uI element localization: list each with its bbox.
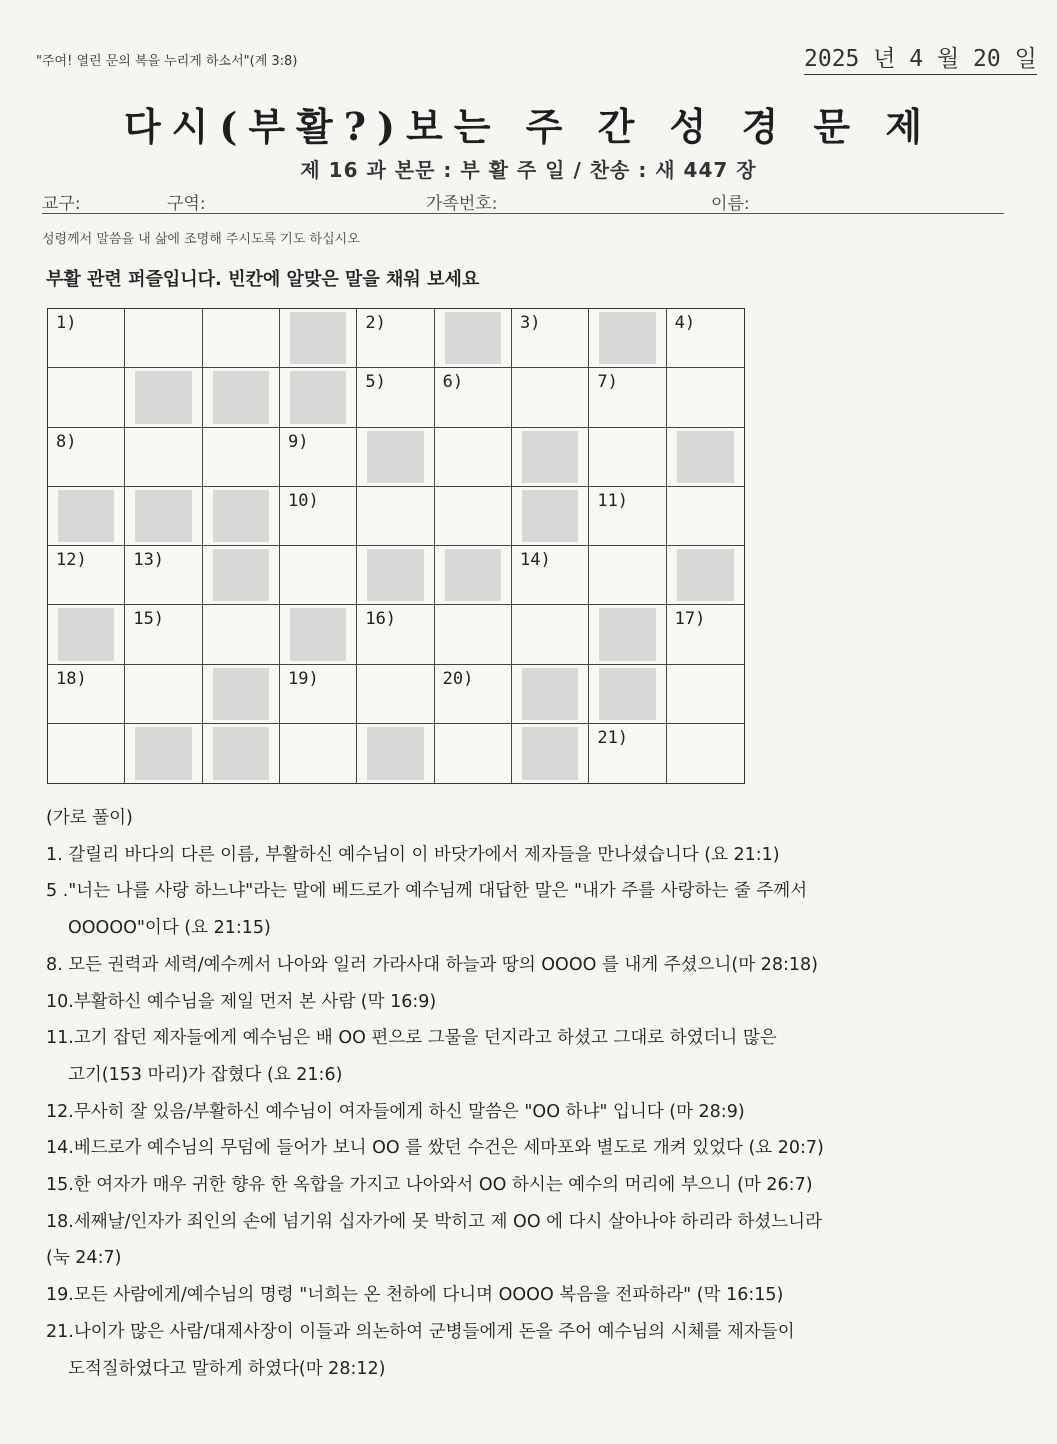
- crossword-cell[interactable]: [357, 487, 434, 546]
- crossword-cell[interactable]: [357, 605, 434, 664]
- clue-number: 19): [288, 668, 319, 689]
- crossword-cell[interactable]: [48, 428, 125, 487]
- clue-line: 15.한 여자가 매우 귀한 향유 한 옥합을 가지고 나아와서 OO 하시는 예수의 머리에 부으니 (마 26:7): [46, 1175, 813, 1196]
- crossword-cell[interactable]: [203, 309, 280, 368]
- clue-number: 12): [56, 550, 87, 570]
- crossword-shaded-cell: [357, 724, 434, 783]
- crossword-cell[interactable]: [512, 546, 589, 605]
- clue-number: 21): [597, 727, 629, 748]
- clue-number: 18): [56, 668, 87, 689]
- crossword-cell[interactable]: [589, 546, 666, 605]
- crossword-shaded-cell: [435, 309, 512, 368]
- crossword-cell[interactable]: [280, 724, 357, 783]
- district-field-label: 구역:: [167, 194, 206, 214]
- puzzle-instruction: 부활 관련 퍼즐입니다. 빈칸에 알맞은 말을 채워 보세요: [46, 269, 480, 290]
- crossword-shaded-cell: [203, 724, 280, 783]
- crossword-shaded-cell: [203, 487, 280, 546]
- crossword-cell[interactable]: [435, 724, 512, 783]
- crossword-cell[interactable]: [125, 428, 202, 487]
- crossword-cell[interactable]: [125, 309, 202, 368]
- crossword-shaded-cell: [512, 487, 589, 546]
- clue-number: 6): [442, 372, 464, 393]
- crossword-shaded-cell: [589, 309, 666, 368]
- clue-number: 16): [365, 609, 397, 630]
- crossword-shaded-cell: [357, 428, 434, 487]
- crossword-cell[interactable]: [589, 368, 666, 427]
- crossword-cell[interactable]: [435, 605, 512, 664]
- clue-line: 21.나이가 많은 사람/대제사장이 이들과 의논하여 군병들에게 돈을 주어 예수님의 시체를 제자들이: [46, 1321, 795, 1342]
- crossword-cell[interactable]: [280, 665, 357, 724]
- clue-number: 8): [56, 431, 77, 452]
- crossword-cell[interactable]: [589, 487, 666, 546]
- family-number-field-label: 가족번호:: [426, 194, 498, 214]
- header-verse: "주여! 열린 문의 복을 누리게 하소서"(계 3:8): [36, 54, 298, 69]
- crossword-cell[interactable]: [512, 309, 589, 368]
- clue-line: 19.모든 사람에게/예수님의 명령 "너희는 온 천하에 다니며 OOOO 복음을 전파하라" (막 16:15): [46, 1285, 784, 1306]
- crossword-cell[interactable]: [435, 665, 512, 724]
- crossword-cell[interactable]: [125, 665, 202, 724]
- info-fields-row: [42, 189, 1004, 214]
- crossword-cell[interactable]: [357, 665, 434, 724]
- crossword-shaded-cell: [125, 724, 202, 783]
- crossword-cell[interactable]: [667, 724, 744, 783]
- page-title: 다시(부활?)보는 주 간 성 경 문 제: [123, 104, 934, 149]
- crossword-shaded-cell: [48, 487, 125, 546]
- crossword-shaded-cell: [589, 605, 666, 664]
- crossword-cell[interactable]: [125, 546, 202, 605]
- crossword-cell[interactable]: [203, 605, 280, 664]
- crossword-shaded-cell: [435, 546, 512, 605]
- crossword-cell[interactable]: [48, 309, 125, 368]
- clues-section: [46, 800, 1006, 1387]
- lesson-subtitle: 제 16 과 본문 : 부 활 주 일 / 찬송 : 새 447 장: [300, 158, 757, 182]
- crossword-shaded-cell: [125, 368, 202, 427]
- crossword-cell[interactable]: [203, 428, 280, 487]
- name-field-label: 이름:: [711, 194, 750, 214]
- clue-number: 9): [288, 431, 309, 452]
- crossword-cell[interactable]: [48, 724, 125, 783]
- crossword-cell[interactable]: [48, 368, 125, 427]
- crossword-cell[interactable]: [280, 487, 357, 546]
- crossword-shaded-cell: [125, 487, 202, 546]
- clue-line: 18.세째날/인자가 죄인의 손에 넘기워 십자가에 못 박히고 제 OO 에 다시 살아나야 하리라 하셨느니라: [46, 1211, 822, 1232]
- clue-number: 15): [133, 609, 165, 630]
- crossword-cell[interactable]: [357, 309, 434, 368]
- crossword-cell[interactable]: [48, 546, 125, 605]
- clue-line: 도적질하였다고 말하게 하였다(마 28:12): [68, 1358, 386, 1379]
- crossword-shaded-cell: [512, 724, 589, 783]
- crossword-shaded-cell: [203, 546, 280, 605]
- clue-number: 14): [520, 550, 551, 570]
- clue-number: 3): [520, 313, 541, 333]
- clues-heading: (가로 풀이): [46, 808, 133, 828]
- crossword-shaded-cell: [280, 605, 357, 664]
- clue-line: 12.무사히 잘 있음/부활하신 예수님이 여자들에게 하신 말씀은 "OO 하냐" 입니다 (마 28:9): [46, 1101, 745, 1122]
- crossword-grid: [47, 308, 745, 784]
- crossword-cell[interactable]: [280, 428, 357, 487]
- clue-line: 10.부활하신 예수님을 제일 먼저 본 사람 (막 16:9): [46, 991, 437, 1012]
- crossword-cell[interactable]: [667, 605, 744, 664]
- crossword-cell[interactable]: [589, 724, 666, 783]
- clue-number: 1): [56, 313, 77, 333]
- crossword-shaded-cell: [357, 546, 434, 605]
- crossword-shaded-cell: [589, 665, 666, 724]
- crossword-shaded-cell: [280, 368, 357, 427]
- crossword-cell[interactable]: [667, 368, 744, 427]
- clue-number: 10): [288, 490, 319, 511]
- crossword-cell[interactable]: [667, 487, 744, 546]
- crossword-cell[interactable]: [357, 368, 434, 427]
- crossword-shaded-cell: [512, 428, 589, 487]
- clue-number: 11): [597, 490, 629, 511]
- crossword-cell[interactable]: [435, 428, 512, 487]
- clue-number: 4): [674, 313, 696, 333]
- clue-line: OOOOO"이다 (요 21:15): [68, 918, 271, 939]
- crossword-shaded-cell: [203, 665, 280, 724]
- crossword-shaded-cell: [48, 605, 125, 664]
- clue-line: 고기(153 마리)가 잡혔다 (요 21:6): [68, 1064, 343, 1085]
- crossword-shaded-cell: [667, 546, 744, 605]
- crossword-cell[interactable]: [435, 368, 512, 427]
- clue-line: 1. 갈릴리 바다의 다른 이름, 부활하신 예수님이 이 바닷가에서 제자들을 만나셨습니다 (요 21:1): [46, 844, 780, 865]
- crossword-cell[interactable]: [512, 368, 589, 427]
- crossword-cell[interactable]: [667, 309, 744, 368]
- crossword-cell[interactable]: [48, 665, 125, 724]
- parish-field-label: 교구:: [42, 194, 81, 214]
- crossword-cell[interactable]: [589, 428, 666, 487]
- clue-number: 2): [365, 313, 386, 333]
- clue-line: (눅 24:7): [46, 1248, 122, 1269]
- crossword-shaded-cell: [203, 368, 280, 427]
- prayer-note: 성령께서 말씀을 내 삶에 조명해 주시도록 기도 하십시오: [42, 232, 360, 247]
- date-label: 2025 년 4 월 20 일: [804, 40, 1037, 75]
- clue-number: 17): [674, 609, 706, 630]
- clue-number: 13): [133, 550, 165, 570]
- clue-line: 14.베드로가 예수님의 무덤에 들어가 보니 OO 를 쌌던 수건은 세마포와 별도로 개켜 있었다 (요 20:7): [46, 1138, 824, 1159]
- clue-line: 5 ."너는 나를 사랑 하느냐"라는 말에 베드로가 예수님께 대답한 말은 "내가 주를 사랑하는 줄 주께서: [46, 881, 808, 902]
- crossword-cell[interactable]: [280, 546, 357, 605]
- clue-number: 7): [597, 372, 618, 393]
- crossword-cell[interactable]: [667, 665, 744, 724]
- clue-number: 20): [442, 668, 474, 689]
- clue-line: 8. 모든 권력과 세력/예수께서 나아와 일러 가라사대 하늘과 땅의 OOOO 를 내게 주셨으니(마 28:18): [46, 954, 818, 975]
- crossword-shaded-cell: [512, 665, 589, 724]
- crossword-cell[interactable]: [512, 605, 589, 664]
- crossword-cell[interactable]: [435, 487, 512, 546]
- crossword-shaded-cell: [667, 428, 744, 487]
- crossword-shaded-cell: [280, 309, 357, 368]
- clue-line: 11.고기 잡던 제자들에게 예수님은 배 OO 편으로 그물을 던지라고 하셨고 그대로 하였더니 많은: [46, 1028, 777, 1049]
- crossword-cell[interactable]: [125, 605, 202, 664]
- clue-number: 5): [365, 372, 386, 393]
